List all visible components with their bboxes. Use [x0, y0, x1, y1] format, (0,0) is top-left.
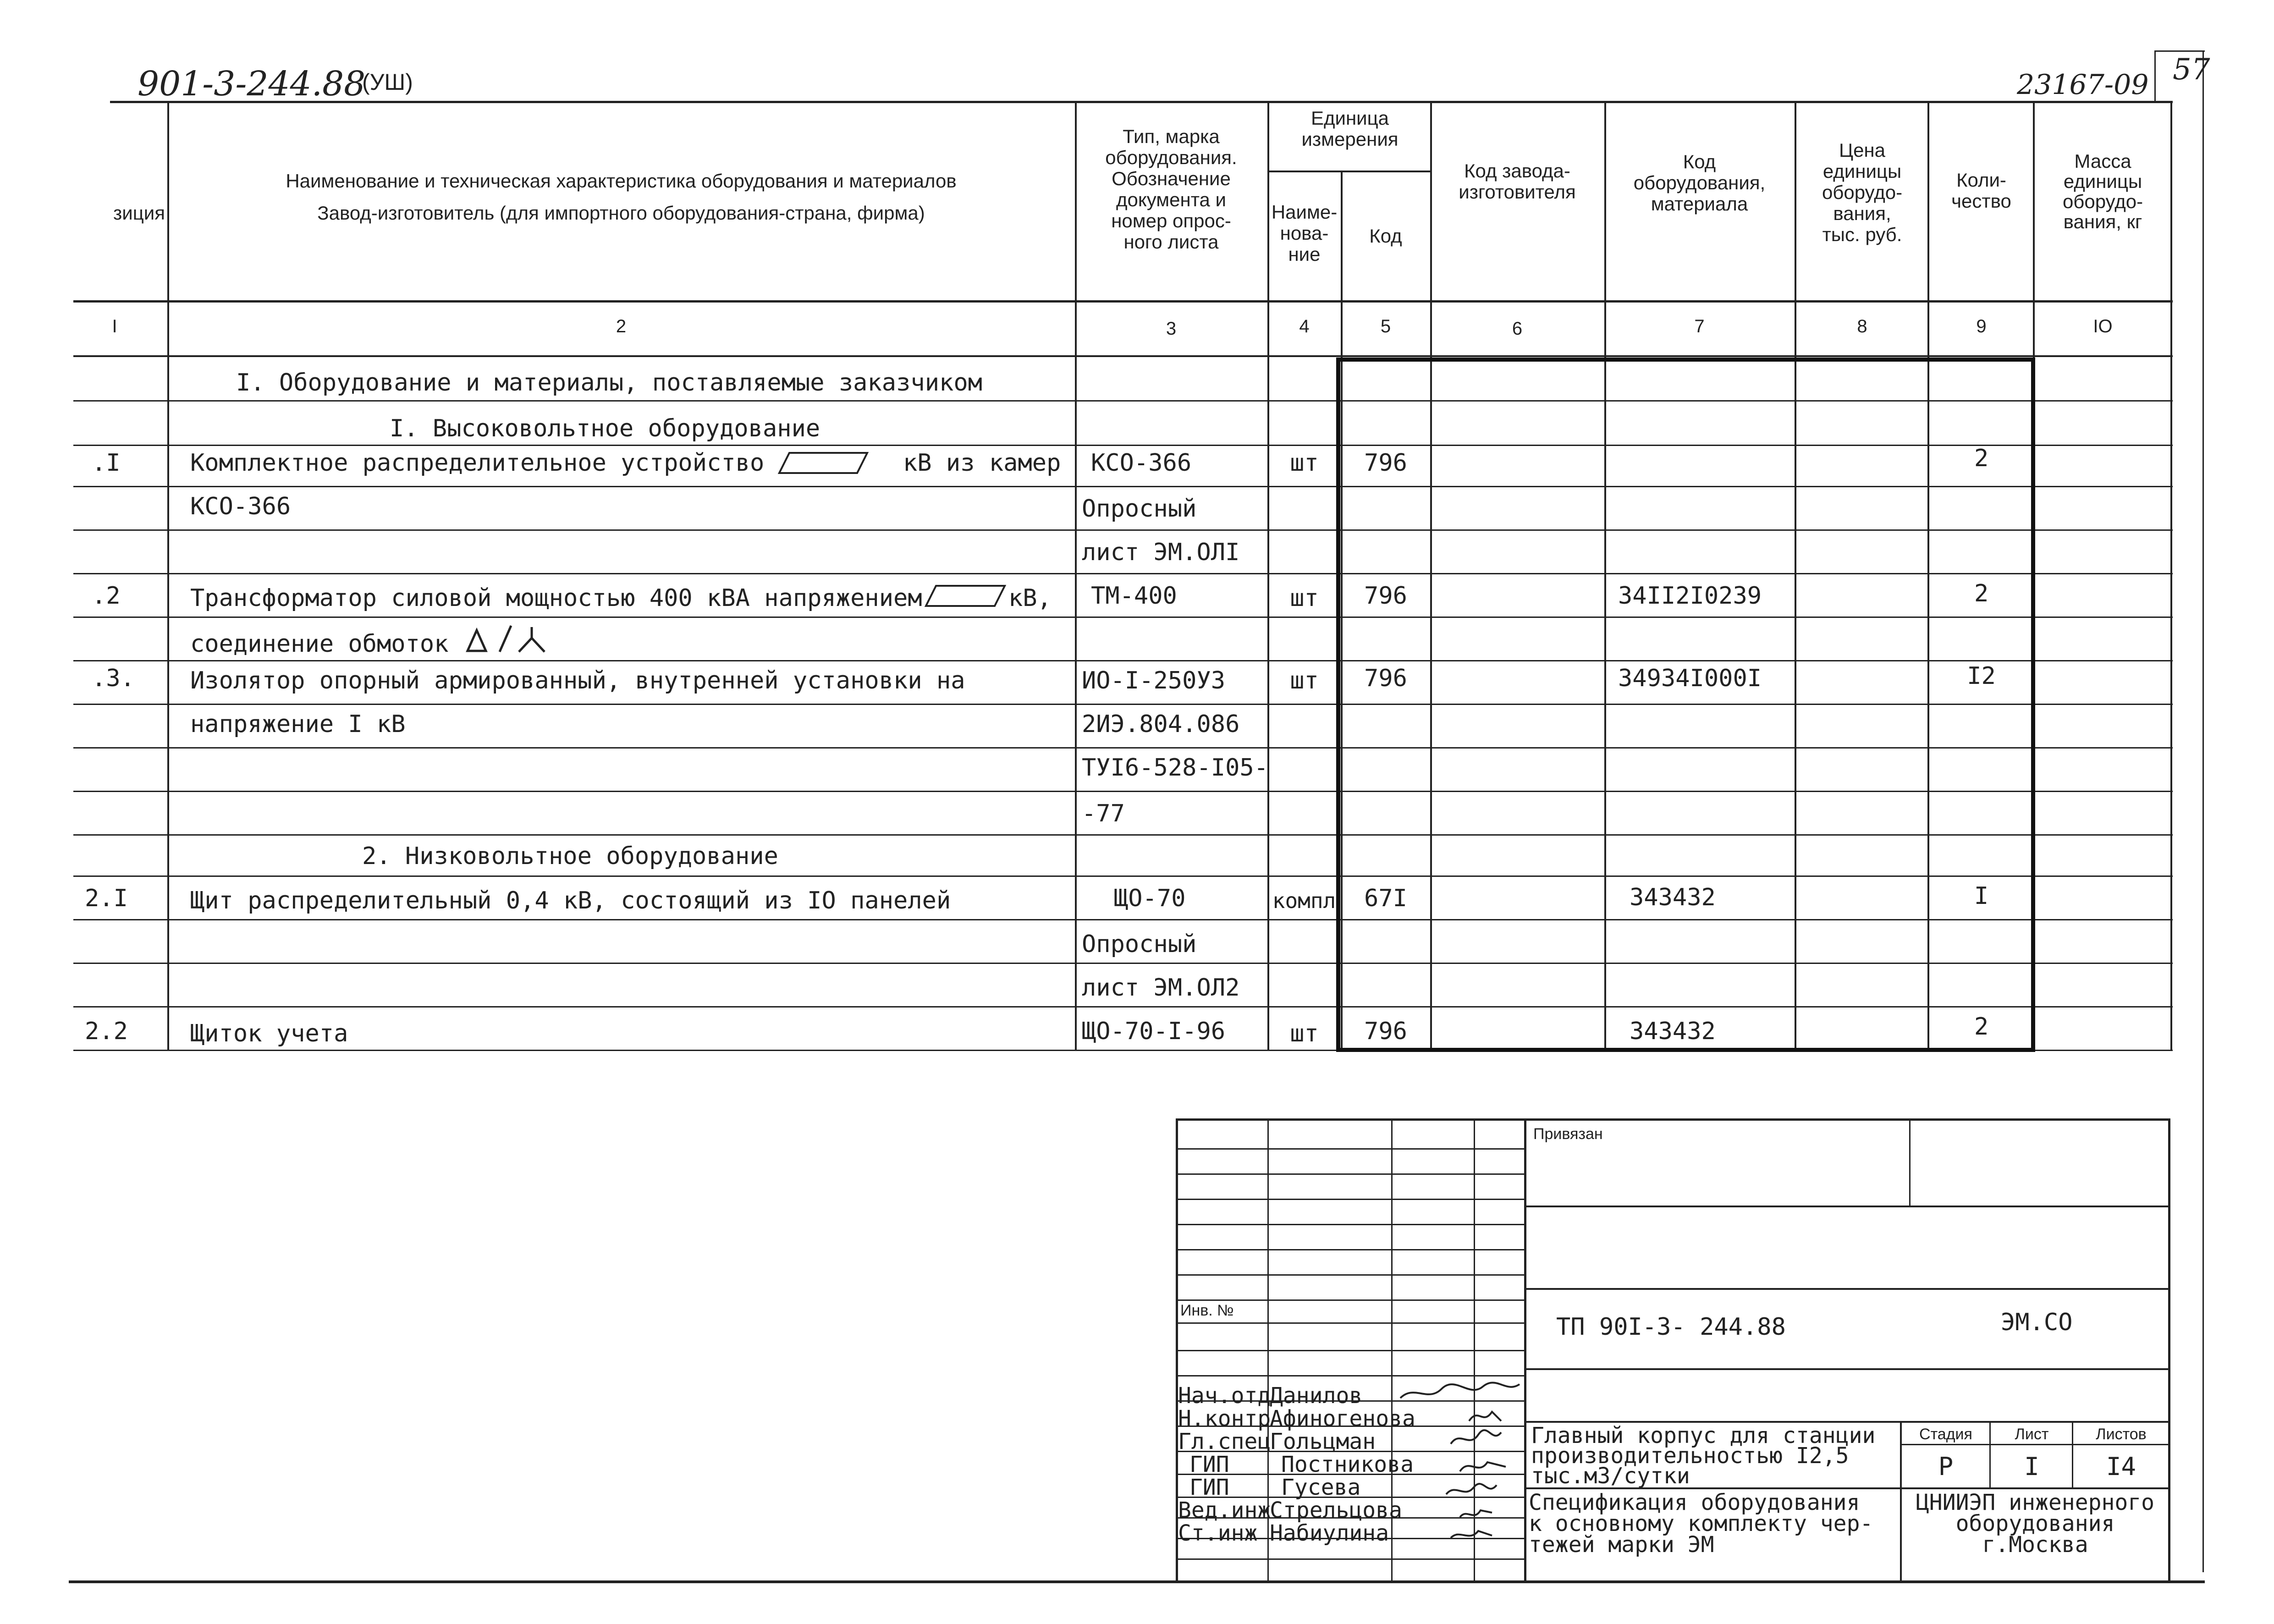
tb-line: [1176, 1322, 1524, 1324]
sheets-value: I4: [2106, 1452, 2136, 1481]
object-title: Главный корпус для станции производительностью I2,5 тыс.м3/сутки: [1531, 1423, 1876, 1489]
row-unit-code: 796: [1364, 582, 1407, 610]
blank-voltage-field: [765, 449, 871, 477]
tb-line: [1909, 1118, 1911, 1206]
title-block: [1176, 1118, 2170, 1581]
inventory-code: 23167-09: [2017, 69, 2149, 101]
row-position: .3.: [92, 665, 135, 692]
tb-line: [1900, 1444, 2170, 1445]
subsection-heading: I. Высоковольтное оборудование: [390, 415, 820, 442]
col-header-mass: Масса единицы оборудо- вания, кг: [2062, 150, 2143, 232]
row-name: напряжение I кВ: [190, 710, 406, 738]
document-title: Спецификация оборудования к основному комплекту чер- тежей марки ЭМ: [1529, 1490, 1873, 1558]
delta-star-icon: [463, 619, 550, 655]
tb-line: [1989, 1421, 1991, 1487]
signer-role: Вед.инж: [1178, 1497, 1271, 1523]
row-unit-code: 796: [1364, 449, 1407, 477]
col-number-1: I: [112, 316, 117, 336]
row-position: .I: [92, 449, 121, 477]
album-number: (УШ): [362, 69, 413, 95]
organization: ЦНИИЭП инженерного оборудования г.Москва: [1916, 1490, 2155, 1558]
row-unit-code: 67I: [1364, 885, 1407, 912]
row-type: -77: [1082, 800, 1125, 827]
signer-name: Гусева: [1281, 1475, 1361, 1500]
sheet-label: Лист: [2015, 1426, 2049, 1443]
signer-name: Гольцман: [1270, 1429, 1376, 1454]
row-equipment-code: 343432: [1630, 884, 1716, 911]
tb-line: [2072, 1421, 2073, 1487]
col-header-unit-name: Наиме- нова- ние: [1271, 201, 1338, 265]
row-name: Щиток учета: [190, 1020, 348, 1047]
tb-line: [1176, 1173, 1524, 1175]
tb-line: [1524, 1368, 2170, 1370]
col-line-10: [2170, 101, 2172, 1050]
section-heading: I. Оборудование и материалы, поставляемые заказчиком: [236, 369, 982, 396]
inventory-number-label: Инв. №: [1180, 1302, 1234, 1319]
col-number-3: 3: [1166, 319, 1177, 339]
col-header-quantity: Коли- чество: [1951, 169, 2011, 212]
row-unit: шт: [1290, 584, 1319, 612]
col-line-1: [167, 101, 169, 1050]
tb-line: [1176, 1299, 1524, 1301]
signer-role: Ст.инж: [1178, 1520, 1258, 1546]
row-quantity: I: [1974, 882, 1989, 910]
col-header-factory-code: Код завода- изготовителя: [1459, 160, 1576, 203]
sheet-designation: 901-3-244.88: [138, 64, 366, 104]
row-name-tail: кВ из камер: [903, 449, 1061, 477]
row-type: Опросный: [1082, 495, 1197, 523]
unit-group-line: [1267, 171, 1430, 172]
document-mark: ЭМ.СО: [2001, 1309, 2073, 1336]
row-quantity: I2: [1967, 662, 1996, 690]
col-number-6: 6: [1512, 319, 1523, 339]
col-header-price: Цена единицы оборудо- вания, тыс. руб.: [1822, 139, 1903, 245]
col-number-2: 2: [616, 316, 627, 336]
row-position: 2.2: [85, 1018, 128, 1045]
col-header-name-line1: Наименование и техническая характеристика оборудования и материалов: [286, 170, 957, 192]
col-number-7: 7: [1694, 316, 1705, 336]
page-number: 57: [2173, 53, 2210, 87]
tb-line: [1524, 1118, 1526, 1581]
numbers-bottom-line: [73, 355, 2173, 357]
signatures-image: [1391, 1375, 1524, 1581]
sheet-bottom-frame: [69, 1580, 2205, 1583]
col-line-2: [1075, 101, 1077, 1050]
blank-voltage-field: [917, 582, 1008, 610]
row-name: Изолятор опорный армированный, внутренней установки на: [190, 667, 965, 694]
tb-line: [1176, 1148, 1524, 1150]
row-type: ЩО-70-I-96: [1082, 1018, 1226, 1045]
row-type: Опросный: [1082, 930, 1197, 958]
signer-role: Гл.спец: [1178, 1429, 1271, 1454]
row-type: лист ЭМ.ОЛ2: [1082, 974, 1240, 1002]
row-unit: шт: [1290, 667, 1319, 694]
document-code: ТП 90I-3- 244.88: [1556, 1313, 1786, 1341]
row-name: соединение обмоток: [190, 630, 449, 658]
signer-name: Постникова: [1281, 1452, 1414, 1477]
col-header-type: Тип, марка оборудования. Обозначение документа и номер опрос- ного листа: [1105, 126, 1237, 253]
stage-value: Р: [1938, 1452, 1954, 1481]
row-equipment-code: 343432: [1630, 1018, 1716, 1045]
tb-line: [1176, 1274, 1524, 1276]
col-number-9: 9: [1976, 316, 1987, 336]
signer-name: Афиногенова: [1270, 1406, 1415, 1431]
tb-line: [1176, 1224, 1524, 1225]
col-header-name-line2: Завод-изготовитель (для импортного оборудования-страна, фирма): [317, 202, 925, 224]
table-top-line: [110, 101, 2173, 103]
header-bottom-line: [73, 300, 2173, 303]
sheets-label: Листов: [2096, 1426, 2147, 1443]
signer-name: Набиулина: [1270, 1520, 1389, 1546]
signer-role: Н.контр: [1178, 1406, 1271, 1431]
privyazan-label: Привязан: [1533, 1125, 1603, 1143]
row-unit-code: 796: [1364, 1018, 1407, 1045]
row-unit: шт: [1290, 449, 1319, 477]
tb-line: [1176, 1199, 1524, 1200]
subsection-heading: 2. Низковольтное оборудование: [362, 842, 778, 870]
tb-line: [1524, 1288, 2170, 1290]
row-type: лист ЭМ.ОЛI: [1082, 539, 1240, 566]
row-type: 2ИЭ.804.086: [1082, 710, 1240, 738]
row-name-tail: кВ,: [1008, 584, 1052, 612]
row-equipment-code: 34II2I0239: [1618, 582, 1762, 610]
signer-role: ГИП: [1189, 1475, 1229, 1500]
row-name: Трансформатор силовой мощностью 400 кВА напряжением: [190, 584, 922, 612]
row-position: .2: [92, 582, 121, 610]
col-header-unit-group: Единица измерения: [1301, 107, 1399, 150]
row-unit: компл: [1272, 888, 1336, 913]
row-type: КСО-366: [1091, 449, 1192, 477]
col-header-equipment-code: Код оборудования, материала: [1633, 151, 1766, 215]
tb-line: [1524, 1206, 2170, 1207]
tb-line: [1176, 1249, 1524, 1250]
tb-line: [1176, 1350, 1524, 1351]
row-position: 2.I: [85, 885, 128, 912]
tb-line: [2168, 1118, 2170, 1581]
row-name: Щит распределительный 0,4 кВ, состоящий из IO панелей: [190, 887, 951, 914]
signer-role: ГИП: [1189, 1452, 1229, 1477]
row-unit: шт: [1290, 1020, 1319, 1047]
signer-name: Данилов: [1270, 1383, 1363, 1409]
row-equipment-code: 349З4I000I: [1618, 665, 1762, 692]
col-number-4: 4: [1299, 316, 1310, 336]
col-number-8: 8: [1857, 316, 1867, 336]
row-type: ТУI6-528-I05-: [1082, 754, 1268, 782]
sheet-value: I: [2024, 1452, 2039, 1481]
row-type: ЩО-70: [1114, 885, 1186, 912]
row-name: Комплектное распределительное устройство: [190, 449, 765, 477]
col-number-10: IO: [2093, 316, 2113, 336]
signer-name: Стрельцова: [1270, 1497, 1402, 1523]
row-quantity: 2: [1974, 1013, 1989, 1040]
stage-label: Стадия: [1919, 1426, 1972, 1443]
row-type: ИО-I-250УЗ: [1082, 667, 1226, 694]
row-quantity: 2: [1974, 580, 1989, 607]
row-name: КСО-366: [190, 493, 291, 520]
signer-role: Нач.отд: [1178, 1383, 1271, 1409]
col-number-5: 5: [1380, 316, 1391, 336]
col-header-unit-code: Код: [1369, 225, 1402, 247]
row-unit-code: 796: [1364, 665, 1407, 692]
tb-line: [1176, 1118, 2170, 1121]
row-type: ТМ-400: [1091, 582, 1177, 610]
col-header-position: зиция: [113, 202, 165, 224]
row-quantity: 2: [1974, 445, 1989, 472]
